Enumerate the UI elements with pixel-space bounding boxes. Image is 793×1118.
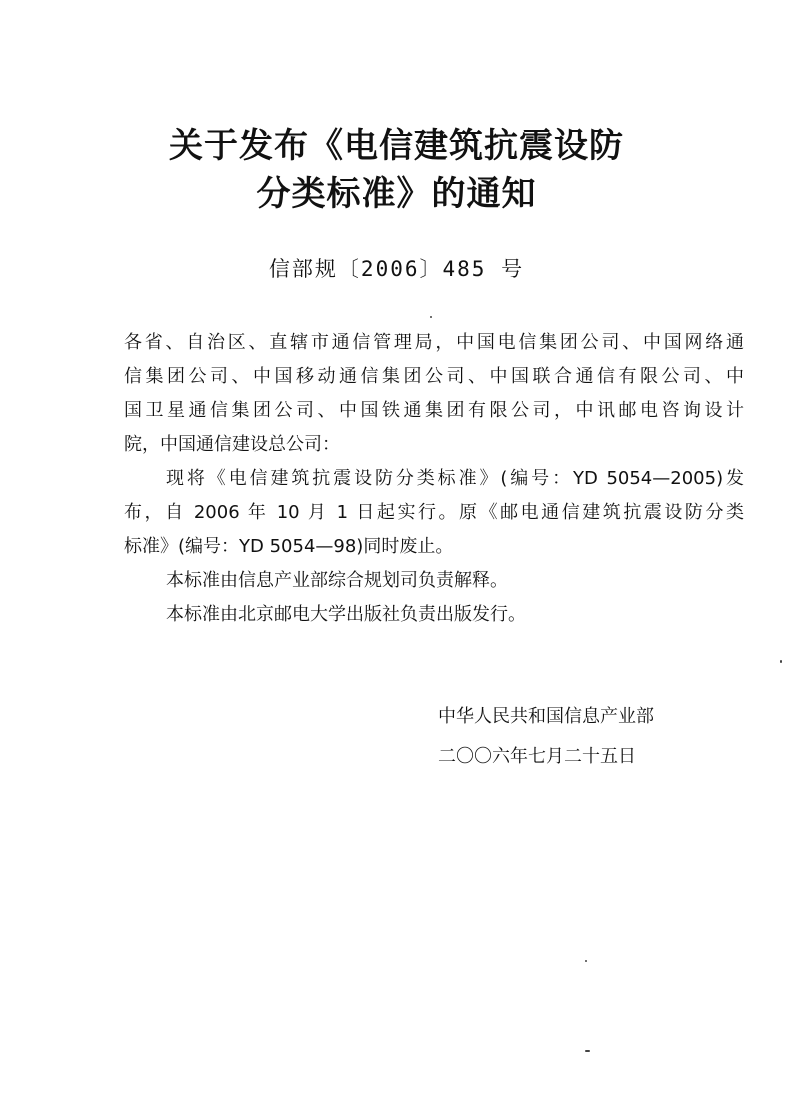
paragraph-2: 本标准由信息产业部综合规划司负责解释。 bbox=[166, 570, 508, 591]
paragraph-3: 本标准由北京邮电大学出版社负责出版发行。 bbox=[166, 604, 526, 625]
document-number: 信部规〔2006〕485 号 bbox=[268, 257, 525, 281]
paragraph-1-line-1: 现将《电信建筑抗震设防分类标准》(编号：YD 5054—2005)发 bbox=[166, 468, 744, 489]
paragraph-1-line-2: 布，自 2006 年 10 月 1 日起实行。原《邮电通信建筑抗震设防分类 bbox=[124, 502, 744, 523]
scan-speck bbox=[585, 1050, 590, 1052]
addressee-line-1: 各省、自治区、直辖市通信管理局，中国电信集团公司、中国网络通 bbox=[124, 332, 744, 353]
addressee-line-3: 国卫星通信集团公司、中国铁通集团有限公司，中讯邮电咨询设计 bbox=[124, 400, 744, 421]
addressee-line-4: 院，中国通信建设总公司： bbox=[124, 434, 340, 455]
paragraph-1-line-3: 标准》(编号：YD 5054—98)同时废止。 bbox=[124, 536, 454, 557]
addressee-line-2: 信集团公司、中国移动通信集团公司、中国联合通信有限公司、中 bbox=[124, 366, 744, 387]
notice-title-line-1: 关于发布《电信建筑抗震设防 bbox=[169, 126, 624, 166]
signature-date: 二〇〇六年七月二十五日 bbox=[438, 746, 636, 767]
signature-organization: 中华人民共和国信息产业部 bbox=[438, 706, 654, 727]
scan-speck bbox=[585, 960, 587, 962]
scan-speck bbox=[430, 316, 432, 318]
notice-title-line-2: 分类标准》的通知 bbox=[256, 174, 537, 214]
scan-speck bbox=[780, 660, 782, 663]
